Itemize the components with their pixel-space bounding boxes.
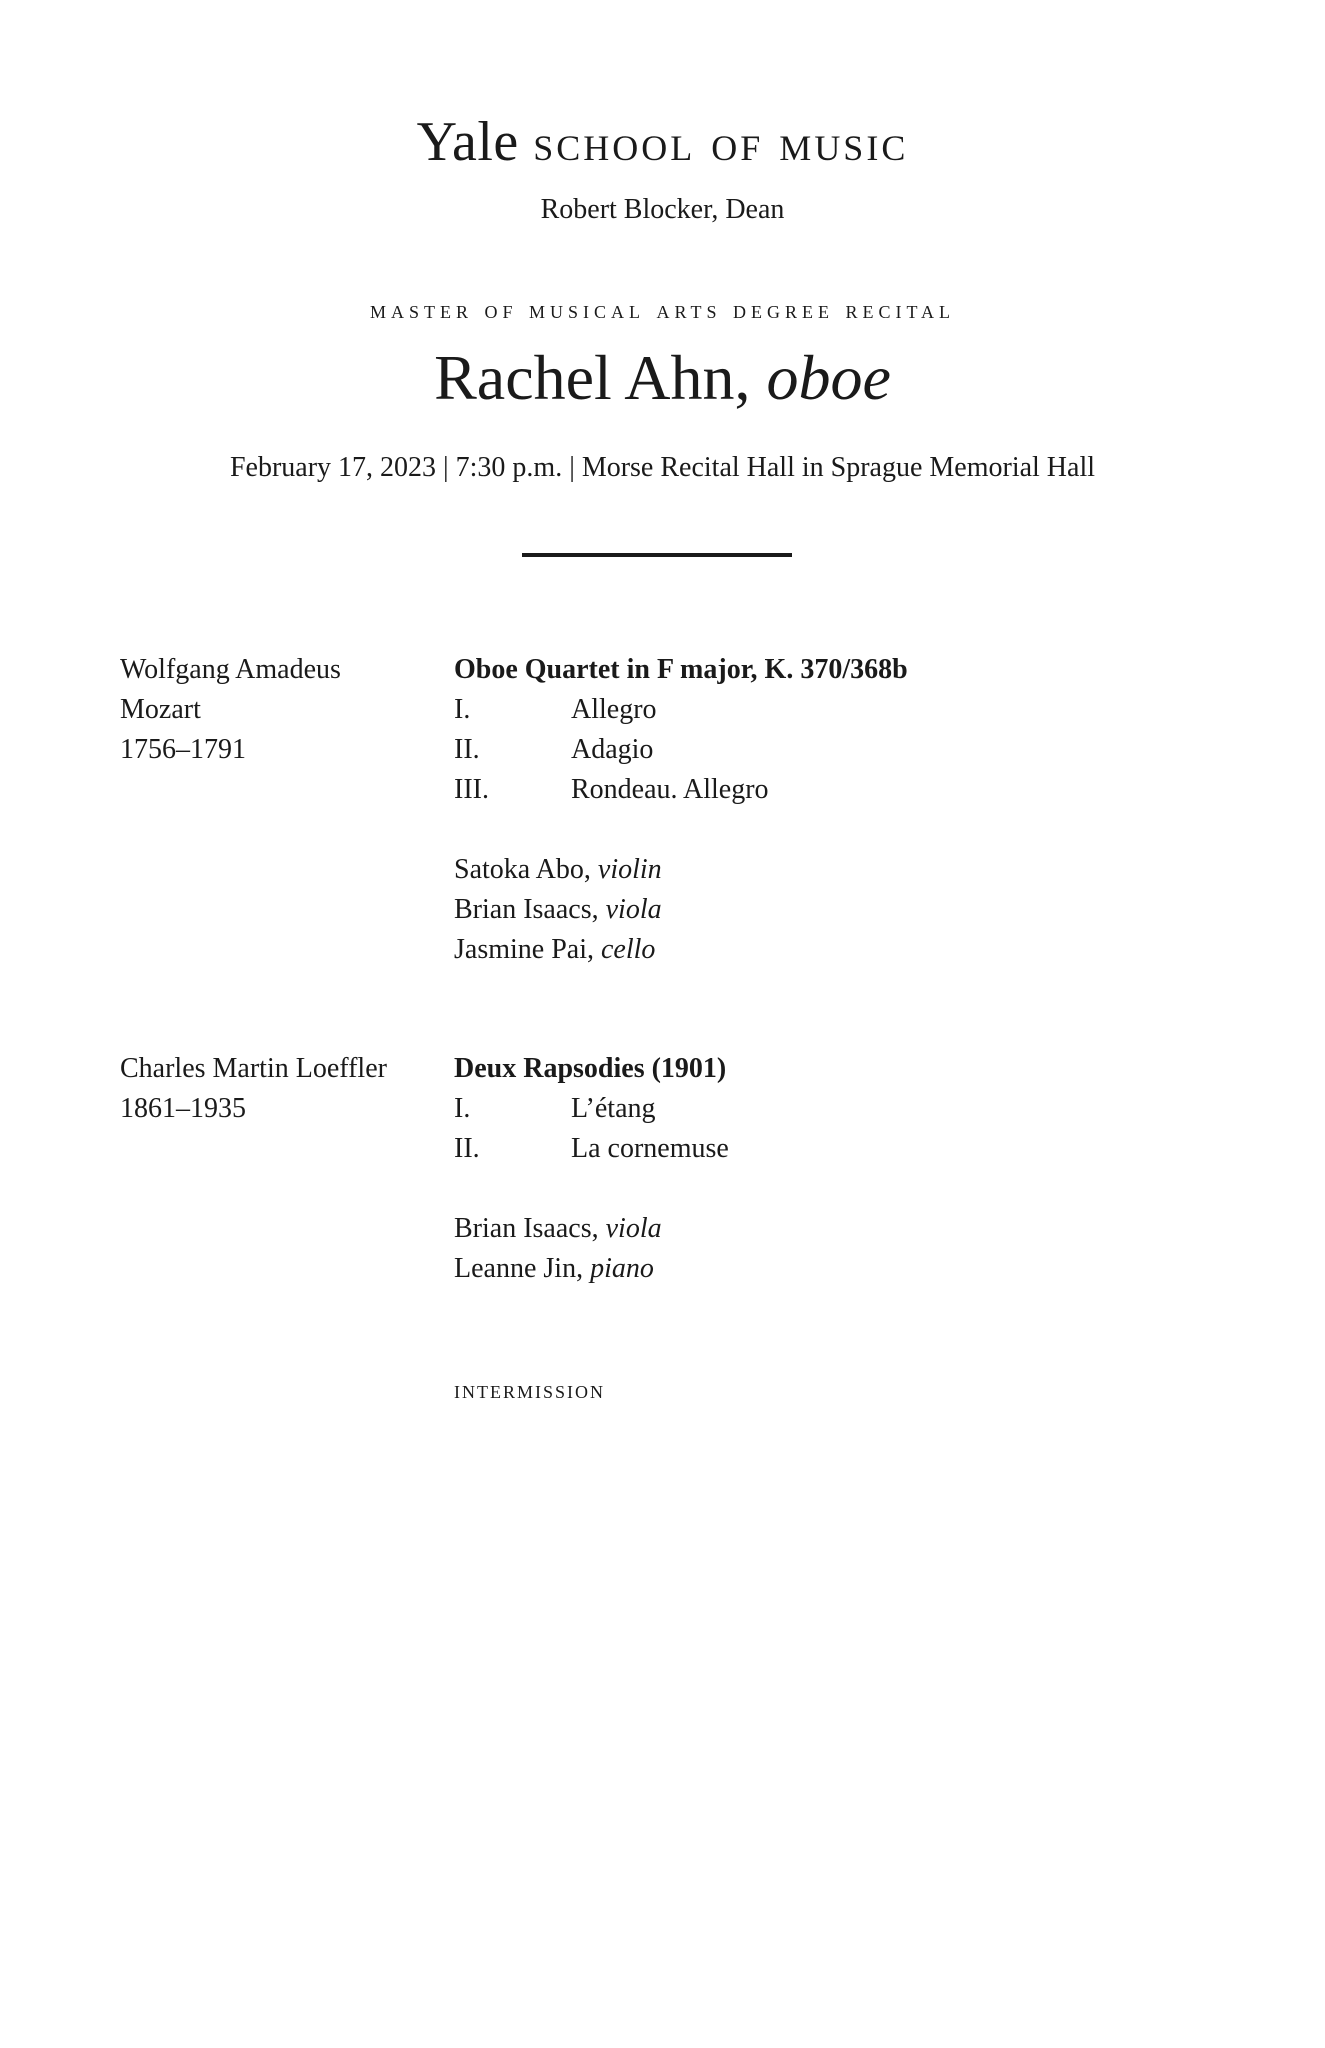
personnel-item [454, 1249, 1214, 1289]
composer-dates: 1861–1935 [120, 1093, 246, 1124]
performer-role: violin [597, 854, 662, 885]
piece-deux-rapsodies [454, 1049, 1214, 1289]
movement-row [454, 1089, 1214, 1129]
school-of-music-wordmark: school of music [533, 115, 909, 172]
movement-name: Rondeau. Allegro [571, 774, 769, 805]
piece-title: Oboe Quartet in F major, K. 370/368b [454, 654, 908, 685]
performer-heading [0, 336, 1325, 420]
composer-mozart [120, 650, 440, 770]
personnel-item [454, 1209, 1214, 1249]
performer-name: Satoka Abo, [454, 854, 591, 885]
composer-line: Mozart [120, 694, 201, 725]
performer-instrument: oboe [766, 342, 891, 413]
movement-number: II. [454, 734, 480, 765]
movement-row [454, 770, 1214, 810]
composer-loeffler [120, 1049, 440, 1129]
intermission-label: intermission [454, 1375, 606, 1404]
movement-number: III. [454, 774, 489, 805]
movement-number: I. [454, 1093, 471, 1124]
performer-role: viola [605, 1213, 662, 1244]
movement-name: La cornemuse [571, 1133, 729, 1164]
piece-title: Deux Rapsodies (1901) [454, 1053, 727, 1084]
movement-name: L’étang [571, 1093, 656, 1124]
movement-number: II. [454, 1133, 480, 1164]
performer-role: viola [605, 894, 662, 925]
personnel-item [454, 890, 1214, 930]
performer-name: Leanne Jin, [454, 1253, 584, 1284]
movement-name: Adagio [571, 734, 654, 765]
performer-role: cello [601, 934, 656, 965]
personnel-list [454, 850, 1214, 970]
movement-number: I. [454, 694, 471, 725]
performer-name: Jasmine Pai, [454, 934, 594, 965]
school-name [0, 108, 1325, 178]
composer-line: Wolfgang Amadeus [120, 654, 341, 685]
performer-role: piano [590, 1253, 654, 1284]
composer-line: Charles Martin Loeffler [120, 1053, 387, 1084]
performer-name: Brian Isaacs, [454, 1213, 599, 1244]
personnel-list [454, 1209, 1214, 1289]
recital-type: master of musical arts degree recital [370, 295, 955, 324]
movement-row [454, 730, 1214, 770]
piece-oboe-quartet [454, 650, 1214, 970]
movement-row [454, 1129, 1214, 1169]
movement-name: Allegro [571, 694, 657, 725]
divider-rule [522, 553, 792, 557]
event-info: February 17, 2023 | 7:30 p.m. | Morse Recital Hall in Sprague Memorial Hall [229, 452, 1096, 483]
performer-name: Brian Isaacs, [454, 894, 599, 925]
personnel-item [454, 930, 1214, 970]
dean-line: Robert Blocker, Dean [540, 194, 785, 225]
movement-row [454, 690, 1214, 730]
personnel-item [454, 850, 1214, 890]
yale-wordmark: Yale [416, 111, 519, 173]
performer-name: Rachel Ahn, [434, 342, 751, 413]
composer-dates: 1756–1791 [120, 734, 246, 765]
